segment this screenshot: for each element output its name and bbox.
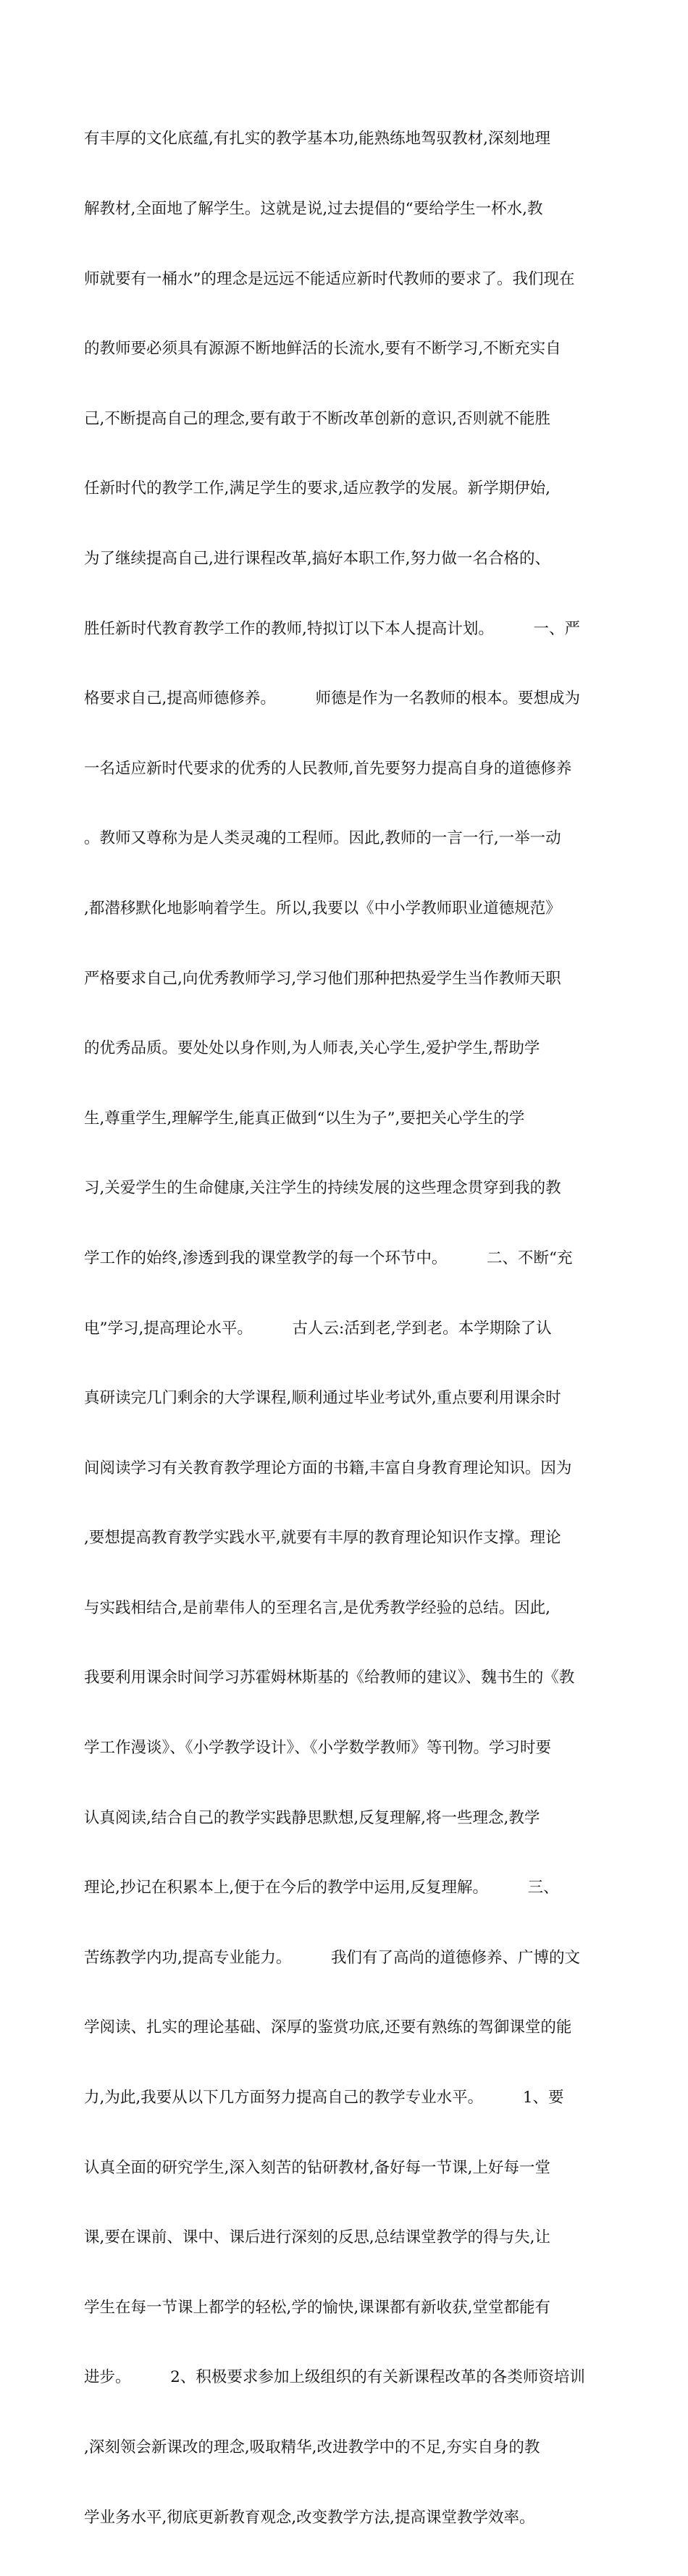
text-line: 格要求自己,提高师德修养。 师德是作为一名教师的根本。要想成为 <box>84 689 581 708</box>
text-line: 生,尊重学生,理解学生,能真正做到“以生为子”,要把关心学生的学 <box>84 1109 525 1128</box>
text-line: 为了继续提高自己,进行课程改革,搞好本职工作,努力做一名合格的、 <box>84 549 551 568</box>
text-line: 间阅读学习有关教育教学理论方面的书籍,丰富自身教育理论知识。因为 <box>84 1459 572 1477</box>
text-line: 任新时代的教学工作,满足学生的要求,适应教学的发展。新学期伊始, <box>84 479 551 498</box>
text-line: 有丰厚的文化底蕴,有扎实的教学基本功,能熟练地驾驭教材,深刻地理 <box>84 130 551 148</box>
text-line: 胜任新时代教育教学工作的教师,特拟订以下本人提高计划。 一、严 <box>84 619 581 638</box>
text-line: 学工作漫谈》、《小学教学设计》、《小学数学教师》等刊物。学习时要 <box>84 1739 552 1758</box>
text-line: 与实践相结合,是前辈伟人的至理名言,是优秀教学经验的总结。因此, <box>84 1598 551 1617</box>
text-line: 力,为此,我要从以下几方面努力提高自己的教学专业水平。 1、要 <box>84 2089 564 2107</box>
text-line: 进步。 2、积极要求参加上级组织的有关新课程改革的各类师资培训 <box>84 2368 585 2387</box>
text-line: 学生在每一节课上都学的轻松,学的愉快,课课都有新收获,堂堂都能有 <box>84 2298 551 2317</box>
document-body <box>84 81 613 2576</box>
text-line: 师就要有一桶水”的理念是远远不能适应新时代教师的要求了。我们现在 <box>84 269 575 288</box>
text-line: 严格要求自己,向优秀教师学习,学习他们那种把热爱学生当作教师天职 <box>84 969 561 988</box>
text-line: 的教师要必须具有源源不断地鲜活的长流水,要有不断学习,不断充实自 <box>84 340 561 358</box>
text-line: 认真阅读,结合自己的教学实践静思默想,反复理解,将一些理念,教学 <box>84 1808 540 1827</box>
text-line: 学工作的始终,渗透到我的课堂教学的每一个环节中。 二、不断“充 <box>84 1249 573 1267</box>
text-line: ,要想提高教育教学实践水平,就要有丰厚的教育理论知识作支撑。理论 <box>84 1529 561 1548</box>
text-line: 习,关爱学生的生命健康,关注学生的持续发展的这些理念贯穿到我的教 <box>84 1179 561 1198</box>
text-line: ,深刻领会新课改的理念,吸取精华,改进教学中的不足,夯实自身的教 <box>84 2438 540 2457</box>
text-line: 的优秀品质。要处处以身作则,为人师表,关心学生,爱护学生,帮助学 <box>84 1039 540 1058</box>
text-line: 苦练教学内功,提高专业能力。 我们有了高尚的道德修养、广博的文 <box>84 1948 581 1967</box>
text-line: 。教师又尊称为是人类灵魂的工程师。因此,教师的一言一行,一举一动 <box>84 829 561 848</box>
text-line: 电”学习,提高理论水平。 古人云:活到老,学到老。本学期除了认 <box>84 1319 552 1338</box>
text-line: 我要利用课余时间学习苏霍姆林斯基的《给教师的建议》、魏书生的《教 <box>84 1669 575 1687</box>
text-line: 理论,抄记在积累本上,便于在今后的教学中运用,反复理解。 三、 <box>84 1879 559 1897</box>
text-line: 学业务水平,彻底更新教育观念,改变教学方法,提高课堂教学效率。 <box>84 2508 535 2527</box>
text-line: 解教材,全面地了解学生。这就是说,过去提倡的“要给学生一杯水,教 <box>84 200 543 218</box>
text-line: 认真全面的研究学生,深入刻苦的钻研教材,备好每一节课,上好每一堂 <box>84 2158 551 2177</box>
text-line: ,都潜移默化地影响着学生。所以,我要以《中小学教师职业道德规范》 <box>84 899 561 918</box>
text-line: 一名适应新时代要求的优秀的人民教师,首先要努力提高自身的道德修养 <box>84 759 572 778</box>
text-line: 己,不断提高自己的理念,要有敢于不断改革创新的意识,否则就不能胜 <box>84 409 551 428</box>
text-line: 学阅读、扎实的理论基础、深厚的鉴赏功底,还要有熟练的驾御课堂的能 <box>84 2018 572 2037</box>
text-line: 课,要在课前、课中、课后进行深刻的反思,总结课堂教学的得与失,让 <box>84 2228 551 2247</box>
text-line: 真研读完几门剩余的大学课程,顺利通过毕业考试外,重点要利用课余时 <box>84 1389 561 1408</box>
